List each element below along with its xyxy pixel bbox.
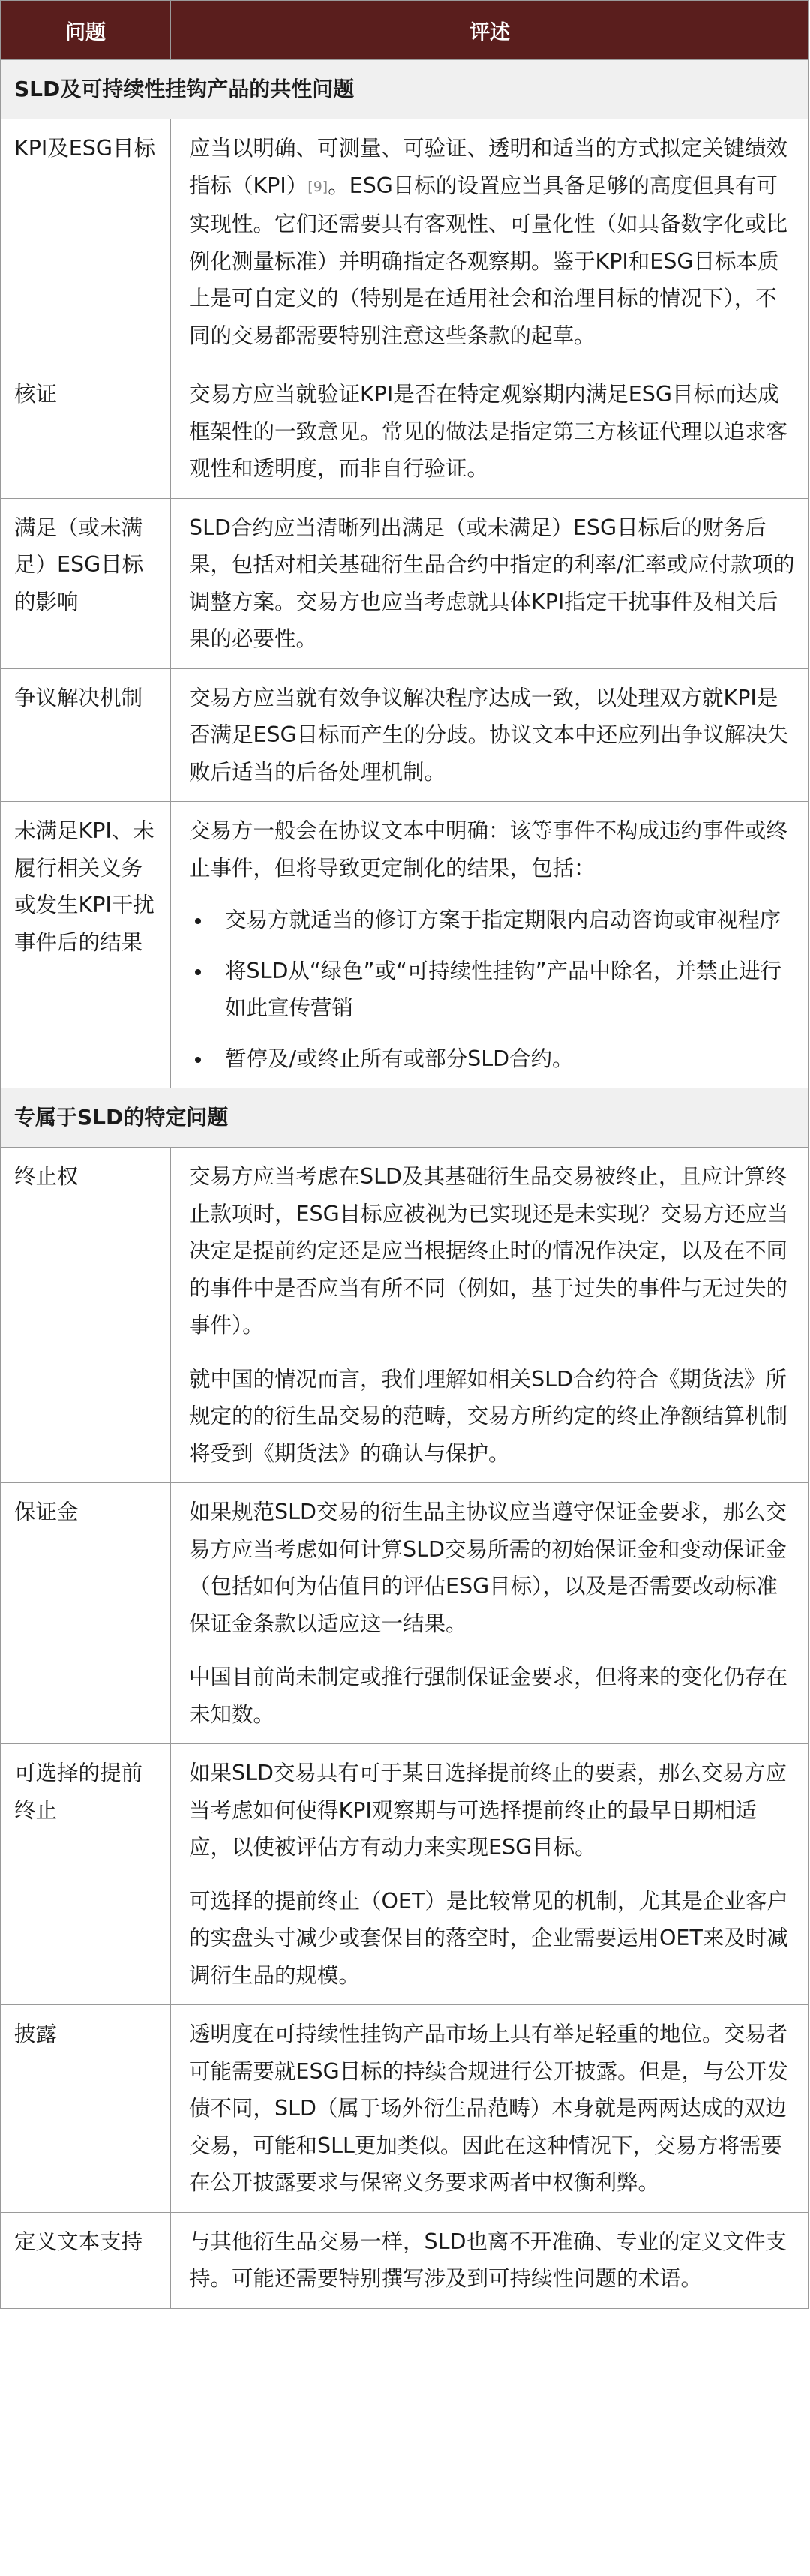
issue-comment: [171, 1483, 809, 1744]
issue-label: KPI及ESG目标: [1, 119, 171, 365]
section-heading-common: [1, 60, 809, 119]
comment-paragraph: 如果规范SLD交易的衍生品主协议应当遵守保证金要求，那么交易方应当考虑如何计算SLD交易所需的初始保证金和变动保证金（包括如何为估值目的评估ESG目标），以及是否需要改动标准保证金条款以适应这一结果。: [189, 1500, 787, 1636]
table-row: [1, 2005, 809, 2213]
issue-label: 保证金: [1, 1483, 171, 1744]
comment-paragraph: 交易方应当就验证KPI是否在特定观察期内满足ESG目标而达成框架性的一致意见。常见的做法是指定第三方核证代理以追求客观性和透明度，而非自行验证。: [189, 382, 788, 481]
issue-label: 争议解决机制: [1, 668, 171, 802]
header-issue: 问题: [1, 1, 171, 60]
header-comment: 评述: [171, 1, 809, 60]
comment-paragraph: 透明度在可持续性挂钩产品市场上具有举足轻重的地位。交易者可能需要就ESG目标的持续合规进行公开披露。但是，与公开发债不同，SLD（属于场外衍生品范畴）本身就是两两达成的双边交易，可能和SLL更加类似。因此在这种情况下，交易方将需要在公开披露要求与保密义务要求两者中权衡利弊。: [189, 2022, 789, 2195]
table-row: [1, 1148, 809, 1483]
issue-label: 披露: [1, 2005, 171, 2213]
section-title: 专属于SLD的特定问题: [1, 1088, 809, 1148]
issue-label: 可选择的提前终止: [1, 1744, 171, 2005]
comment-paragraph: SLD合约应当清晰列出满足（或未满足）ESG目标后的财务后果，包括对相关基础衍生品合约中指定的利率/汇率或应付款项的调整方案。交易方也应当考虑就具体KPI指定干扰事件及相关后果的必要性。: [189, 515, 795, 651]
section-title: SLD及可持续性挂钩产品的共性问题: [1, 60, 809, 119]
issue-comment: [171, 119, 809, 365]
comment-paragraph: 交易方应当考虑在SLD及其基础衍生品交易被终止，且应计算终止款项时，ESG目标应被视为已实现还是未实现？交易方还应当决定是提前约定还是应当根据终止时的情况作决定，以及在不同的事件中是否应当有所不同（例如，基于过失的事件与无过失的事件）。: [189, 1164, 789, 1338]
comment-paragraph: 交易方应当就有效争议解决程序达成一致，以处理双方就KPI是否满足ESG目标而产生的分歧。协议文本中还应列出争议解决失败后适当的后备处理机制。: [189, 685, 789, 785]
issue-comment: [171, 498, 809, 668]
bullet-list: [189, 902, 798, 1077]
issue-comment: [171, 1148, 809, 1483]
table-row: [1, 2212, 809, 2308]
table-row: [1, 802, 809, 1088]
issue-comment: [171, 1744, 809, 2005]
issue-comment: [171, 2212, 809, 2308]
table-row: [1, 498, 809, 668]
issue-label: 终止权: [1, 1148, 171, 1483]
issue-comment: [171, 802, 809, 1088]
comment-paragraph: 可选择的提前终止（OET）是比较常见的机制，尤其是企业客户的实盘头寸减少或套保目的落空时，企业需要运用OET来及时减调衍生品的规模。: [189, 1888, 788, 1988]
issue-comment: [171, 668, 809, 802]
footnote-reference-link[interactable]: [9]: [308, 178, 328, 195]
list-item: 将SLD从“绿色”或“可持续性挂钩”产品中除名，并禁止进行如此宣传营销: [189, 953, 798, 1027]
comment-paragraph: 就中国的情况而言，我们理解如相关SLD合约符合《期货法》所规定的的衍生品交易的范畴，交易方所约定的终止净额结算机制将受到《期货法》的确认与保护。: [189, 1366, 788, 1466]
issue-label: 定义文本支持: [1, 2212, 171, 2308]
issue-label: 满足（或未满足）ESG目标的影响: [1, 498, 171, 668]
table-row: [1, 668, 809, 802]
comment-paragraph: 中国目前尚未制定或推行强制保证金要求，但将来的变化仍存在未知数。: [189, 1665, 788, 1727]
issue-label: 核证: [1, 365, 171, 499]
list-item: 暂停及/或终止所有或部分SLD合约。: [189, 1040, 798, 1078]
issue-comment: [171, 2005, 809, 2213]
comment-paragraph: 如果SLD交易具有可于某日选择提前终止的要素，那么交易方应当考虑如何使得KPI观察期与可选择提前终止的最早日期相适应，以使被评估方有动力来实现ESG目标。: [189, 1761, 787, 1860]
table-header-row: [1, 1, 809, 60]
table-row: [1, 365, 809, 499]
issue-comment: [171, 365, 809, 499]
comment-paragraph: 与其他衍生品交易一样，SLD也离不开准确、专业的定义文件支持。可能还需要特别撰写涉及到可持续性问题的术语。: [189, 2229, 787, 2291]
section-heading-sld-specific: [1, 1088, 809, 1148]
list-item: 交易方就适当的修订方案于指定期限内启动咨询或审视程序: [189, 902, 798, 939]
table-row: [1, 1483, 809, 1744]
comment-paragraph: 交易方一般会在协议文本中明确：该等事件不构成违约事件或终止事件，但将导致更定制化的结果，包括：: [189, 818, 788, 881]
table-row: [1, 1744, 809, 2005]
table-row: [1, 119, 809, 365]
issue-label: 未满足KPI、未履行相关义务或发生KPI干扰事件后的结果: [1, 802, 171, 1088]
comment-paragraph: 应当以明确、可测量、可验证、透明和适当的方式拟定关键绩效指标（KPI）[9]。ESG目标的设置应当具备足够的高度但具有可实现性。它们还需要具有客观性、可量化性（如具备数字化或比例化测量标准）并明确指定各观察期。鉴于KPI和ESG目标本质上是可自定义的（特别是在适用社会和治理目标的情况下），不同的交易都需要特别注意这些条款的起草。: [189, 136, 788, 348]
